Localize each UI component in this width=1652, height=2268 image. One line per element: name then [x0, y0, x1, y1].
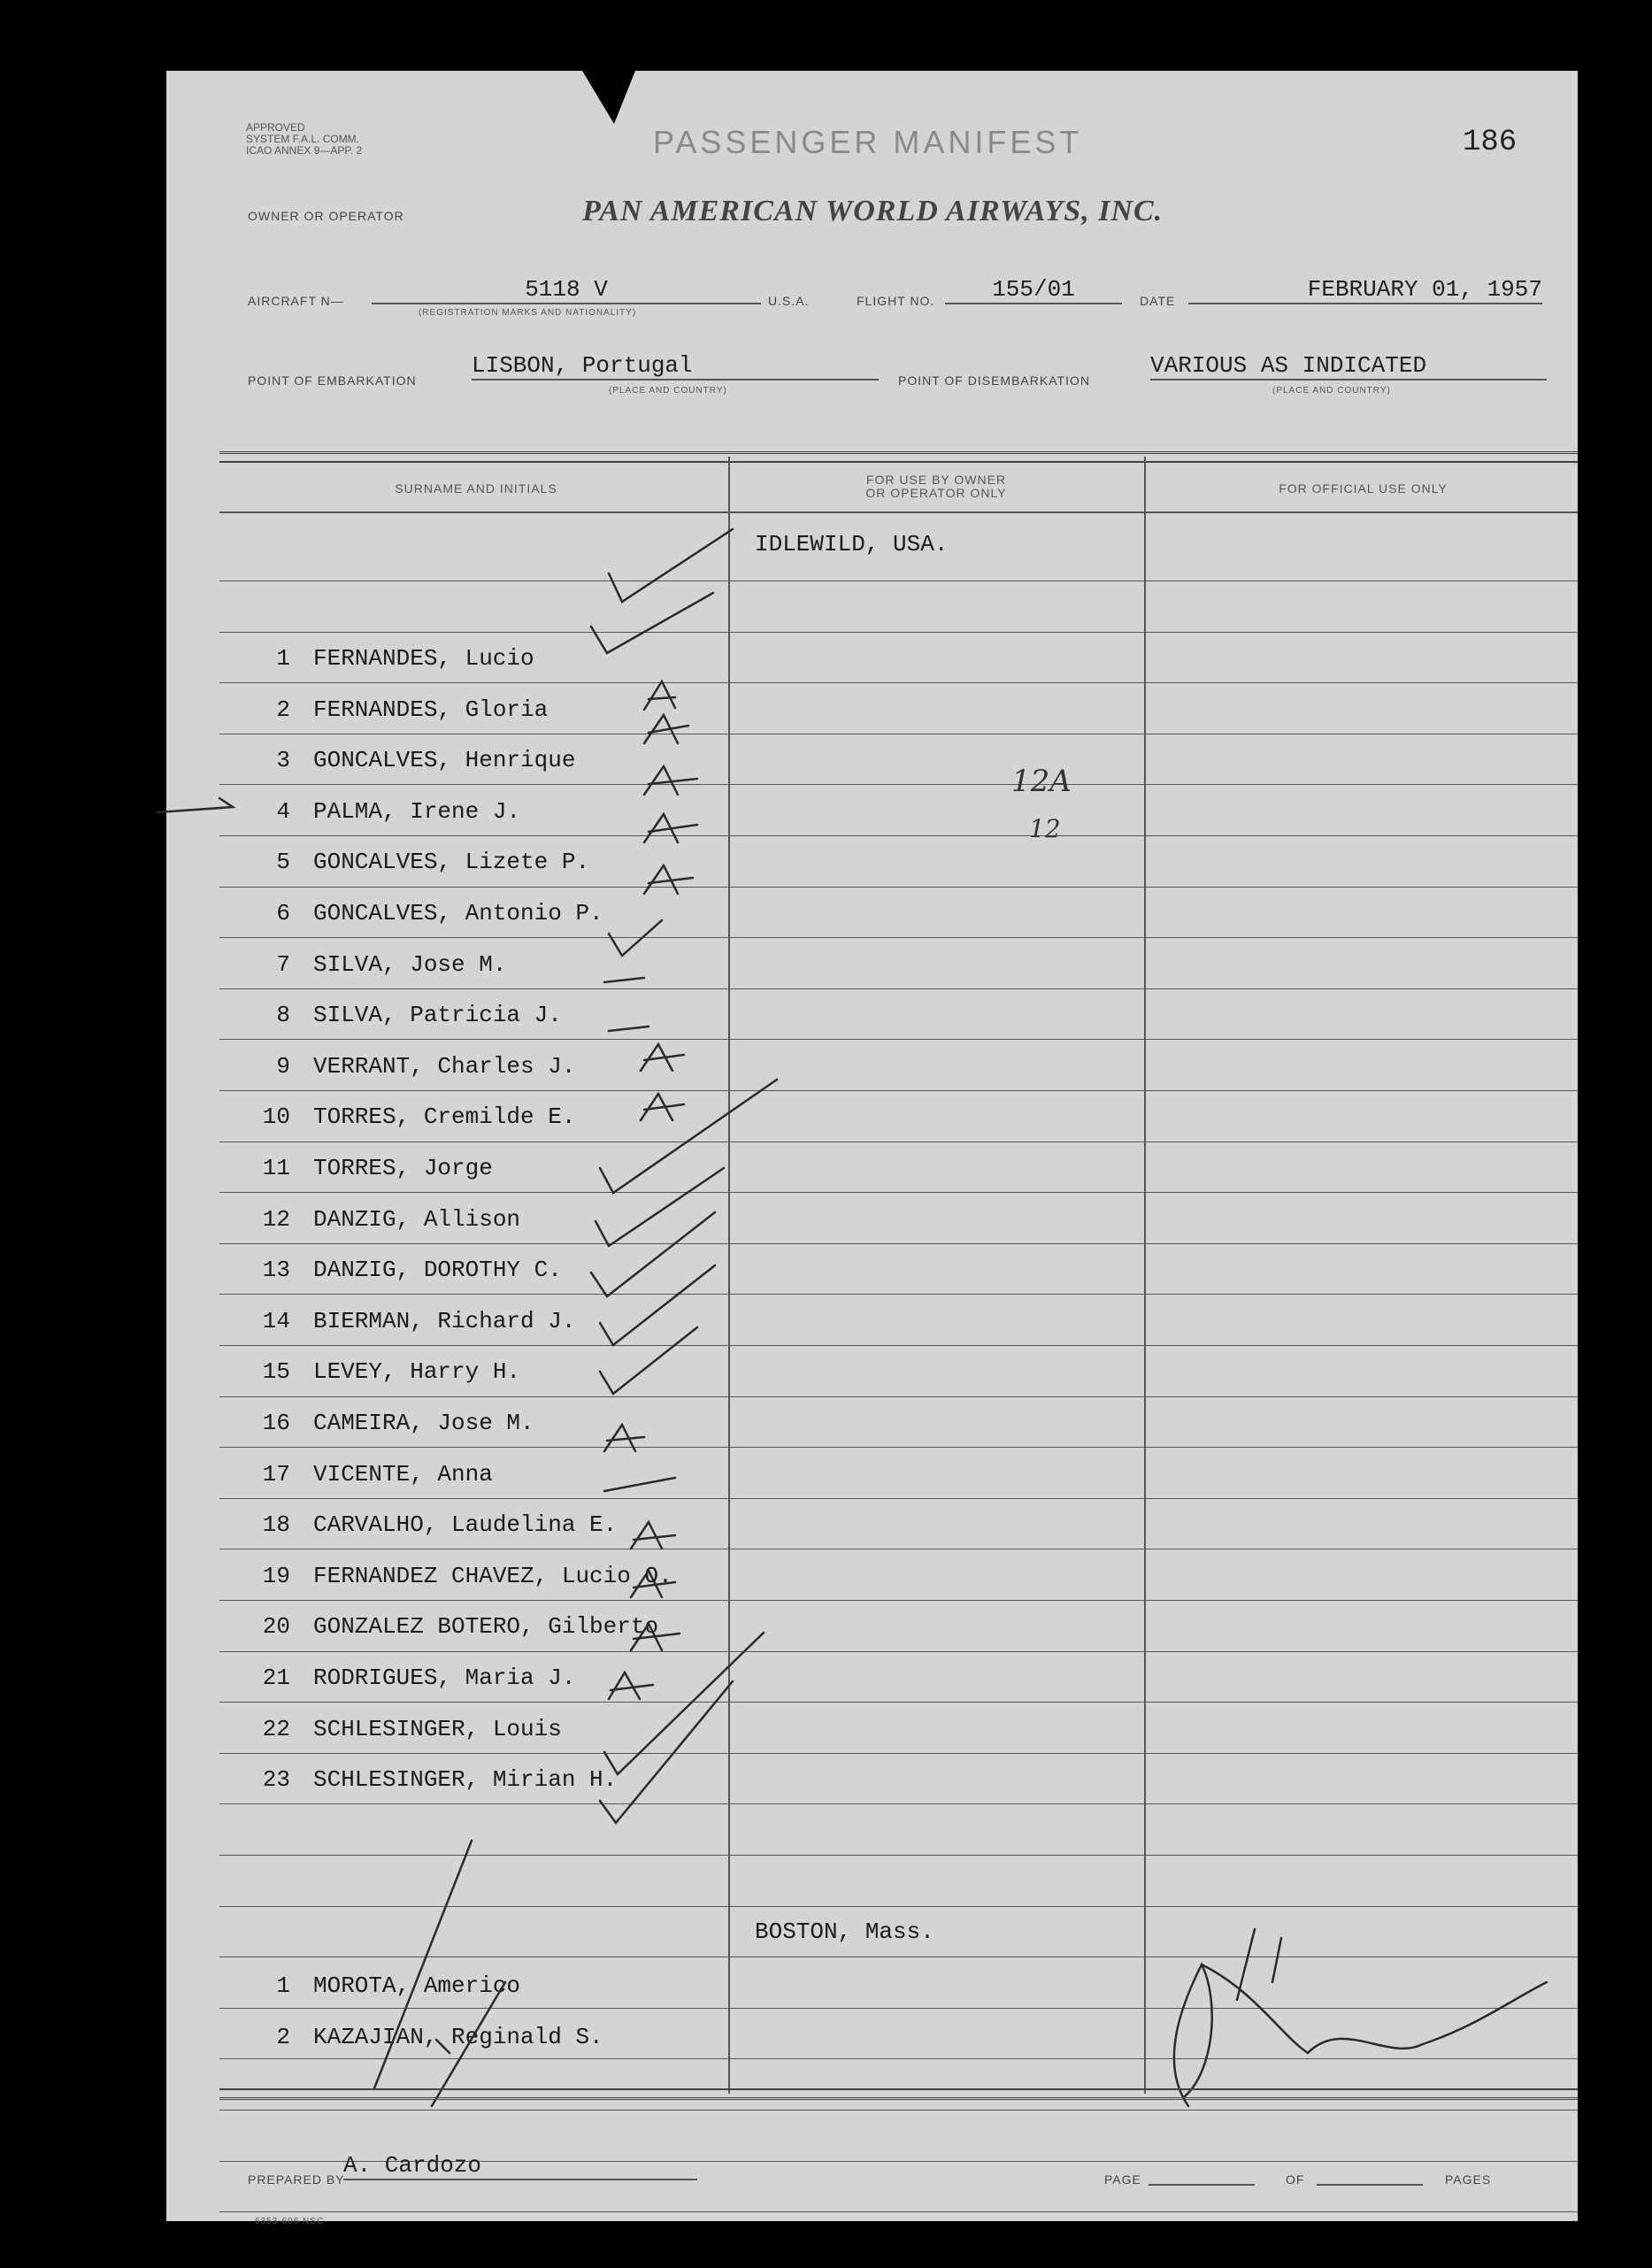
ruled-line [219, 1447, 1578, 1448]
passenger-name: RODRIGUES, Maria J. [313, 1664, 576, 1691]
disembark-label: POINT OF DISEMBARKATION [898, 373, 1090, 388]
passenger-number: 9 [276, 1052, 290, 1080]
passenger-number: 20 [262, 1613, 290, 1641]
aircraft-sub: (REGISTRATION MARKS AND NATIONALITY) [419, 308, 637, 318]
passenger-row [219, 682, 1578, 733]
passenger-row [219, 1242, 1578, 1293]
flight-label: FLIGHT NO. [857, 294, 935, 308]
passenger-name: TORRES, Jorge [313, 1155, 493, 1181]
passenger-number: 4 [276, 797, 290, 825]
passenger-name: MOROTA, Americo [313, 1972, 521, 1999]
passenger-name: SCHLESINGER, Louis [313, 1715, 562, 1742]
passenger-row [219, 886, 1578, 936]
ruled-line [219, 937, 1578, 938]
passenger-number: 15 [262, 1358, 290, 1386]
col-header-operator: FOR USE BY OWNER OR OPERATOR ONLY [865, 473, 1007, 500]
passenger-number: 2 [276, 2023, 290, 2050]
ruled-line [219, 682, 1578, 683]
ruled-line [219, 1192, 1578, 1193]
passenger-row [219, 1752, 1578, 1803]
ruled-line [219, 1345, 1578, 1346]
passenger-name: VICENTE, Anna [313, 1460, 493, 1488]
col-header-official: FOR OFFICIAL USE ONLY [1279, 481, 1448, 496]
ruled-line [219, 2211, 1578, 2212]
passenger-number: 22 [262, 1715, 290, 1742]
usa-label: U.S.A. [768, 294, 810, 308]
passenger-name: SILVA, Jose M. [313, 950, 507, 978]
passenger-row [219, 1294, 1578, 1344]
passenger-number: 7 [276, 950, 290, 978]
passenger-row [219, 1344, 1578, 1395]
prepared-value: A. Cardozo [343, 2152, 697, 2180]
passenger-name: LEVEY, Harry H. [313, 1358, 521, 1386]
passenger-name: DANZIG, Allison [313, 1205, 521, 1233]
passenger-number: 17 [262, 1460, 290, 1488]
ruled-line [219, 1090, 1578, 1091]
seat-note-row5: 12A [1011, 764, 1072, 799]
passenger-number: 16 [262, 1410, 290, 1436]
page-field [1149, 2184, 1255, 2186]
ruled-line [219, 1753, 1578, 1754]
ruled-line [219, 835, 1578, 836]
passenger-row [219, 1039, 1578, 1089]
passenger-number: 18 [262, 1511, 290, 1539]
passenger-number: 12 [262, 1205, 290, 1233]
ruled-line [219, 1855, 1578, 1856]
ruled-line [219, 2008, 1578, 2009]
date-value: FEBRUARY 01, 1957 [1188, 276, 1542, 304]
passenger-name: GONZALEZ BOTERO, Gilberto [313, 1613, 659, 1641]
passenger-name: FERNANDES, Gloria [313, 696, 549, 723]
aircraft-label: AIRCRAFT N— [248, 294, 344, 308]
passenger-row [219, 1650, 1578, 1701]
passenger-name: CARVALHO, Laudelina E. [313, 1511, 618, 1539]
passenger-row [219, 784, 1578, 834]
passenger-name: GONCALVES, Antonio P. [313, 900, 603, 926]
passenger-row [219, 733, 1578, 783]
airline-name: PAN AMERICAN WORLD AIRWAYS, INC. [582, 195, 1164, 227]
header-rule [219, 511, 1578, 513]
of-label: OF [1286, 2172, 1305, 2187]
embark-label: POINT OF EMBARKATION [248, 373, 417, 388]
destination-boston: BOSTON, Mass. [755, 1918, 934, 1945]
col-header-surname: SURNAME AND INITIALS [395, 481, 557, 496]
passenger-number: 14 [262, 1307, 290, 1334]
date-label: DATE [1140, 294, 1176, 308]
passenger-name: SILVA, Patricia J. [313, 1002, 562, 1029]
disembark-value: VARIOUS AS INDICATED [1150, 352, 1547, 381]
table-bottom-rule [219, 2088, 1578, 2100]
passenger-name: BIERMAN, Richard J. [313, 1307, 576, 1334]
passenger-row [219, 1089, 1578, 1140]
flight-value: 155/01 [945, 276, 1122, 304]
seat-note-row6: 12 [1029, 814, 1061, 843]
passenger-number: 6 [276, 900, 290, 926]
passenger-name: TORRES, Cremilde E. [313, 1103, 576, 1131]
passenger-row [219, 937, 1578, 988]
ruled-line [219, 1294, 1578, 1295]
passenger-number: 2 [276, 696, 290, 723]
ruled-line [219, 887, 1578, 888]
passenger-number: 19 [262, 1562, 290, 1589]
passenger-name: SCHLESINGER, Mirian H. [313, 1766, 618, 1794]
passenger-name: KAZAJIAN, Reginald S. [313, 2023, 603, 2050]
ruled-line [219, 1498, 1578, 1499]
form-number: 6353-606 NSC [255, 2217, 325, 2226]
passenger-name: FERNANDEZ CHAVEZ, Lucio O. [313, 1562, 672, 1589]
aircraft-value: 5118 V [372, 276, 761, 304]
passenger-number: 1 [276, 645, 290, 672]
of-field [1317, 2184, 1423, 2186]
passenger-name: GONCALVES, Lizete P. [313, 849, 590, 876]
embark-value: LISBON, Portugal [472, 352, 879, 381]
passenger-name: CAMEIRA, Jose M. [313, 1410, 534, 1436]
passenger-row [219, 631, 1578, 681]
passenger-number: 8 [276, 1002, 290, 1029]
page-label: PAGE [1104, 2172, 1141, 2187]
passenger-row [219, 834, 1578, 885]
passenger-row [219, 1702, 1578, 1752]
table-top-rule [219, 451, 1578, 463]
passenger-row [219, 1958, 1578, 2009]
passenger-number: 13 [262, 1257, 290, 1284]
page-title: PASSENGER MANIFEST [653, 124, 1083, 160]
owner-label: OWNER OR OPERATOR [248, 209, 404, 223]
ruled-line [219, 1243, 1578, 1244]
passenger-row [219, 1549, 1578, 1599]
ruled-line [219, 784, 1578, 785]
ruled-line [219, 580, 1578, 581]
embark-sub: (PLACE AND COUNTRY) [609, 386, 727, 396]
passenger-number: 1 [276, 1972, 290, 1999]
passenger-row [219, 1192, 1578, 1242]
ruled-line [219, 1039, 1578, 1040]
passenger-number: 10 [262, 1103, 290, 1131]
ruled-line [219, 1600, 1578, 1601]
passenger-row [219, 1447, 1578, 1497]
page-number: 186 [1463, 126, 1518, 159]
passenger-number: 3 [276, 747, 290, 774]
ruled-line [219, 1803, 1578, 1804]
passenger-number: 5 [276, 849, 290, 876]
ruled-line [219, 1702, 1578, 1703]
ruled-line [219, 1651, 1578, 1652]
manifest-page [166, 71, 1578, 2226]
ruled-line [219, 1906, 1578, 1907]
passenger-row [219, 1141, 1578, 1191]
passenger-number: 21 [262, 1664, 290, 1691]
pages-label: PAGES [1445, 2172, 1492, 2187]
passenger-name: GONCALVES, Henrique [313, 747, 576, 774]
approval-stamp: APPROVED SYSTEM F.A.L. COMM. ICAO ANNEX 9—APP. 2 [246, 121, 363, 157]
torn-corner [582, 71, 635, 124]
passenger-row [219, 1497, 1578, 1548]
passenger-name: VERRANT, Charles J. [313, 1052, 576, 1080]
prepared-label: PREPARED BY [248, 2172, 345, 2187]
passenger-name: PALMA, Irene J. [313, 797, 521, 825]
disembark-sub: (PLACE AND COUNTRY) [1272, 386, 1391, 396]
passenger-row [219, 988, 1578, 1038]
ruled-line [219, 1396, 1578, 1397]
passenger-number: 11 [262, 1155, 290, 1181]
passenger-name: FERNANDES, Lucio [313, 645, 534, 672]
ruled-line [219, 2058, 1578, 2059]
ruled-line [219, 988, 1578, 989]
destination-idlewild: IDLEWILD, USA. [755, 531, 949, 557]
passenger-row [219, 1599, 1578, 1649]
passenger-number: 23 [262, 1766, 290, 1794]
passenger-row [219, 2010, 1578, 2060]
passenger-name: DANZIG, DOROTHY C. [313, 1257, 562, 1284]
ruled-line [219, 632, 1578, 633]
passenger-row [219, 1395, 1578, 1446]
